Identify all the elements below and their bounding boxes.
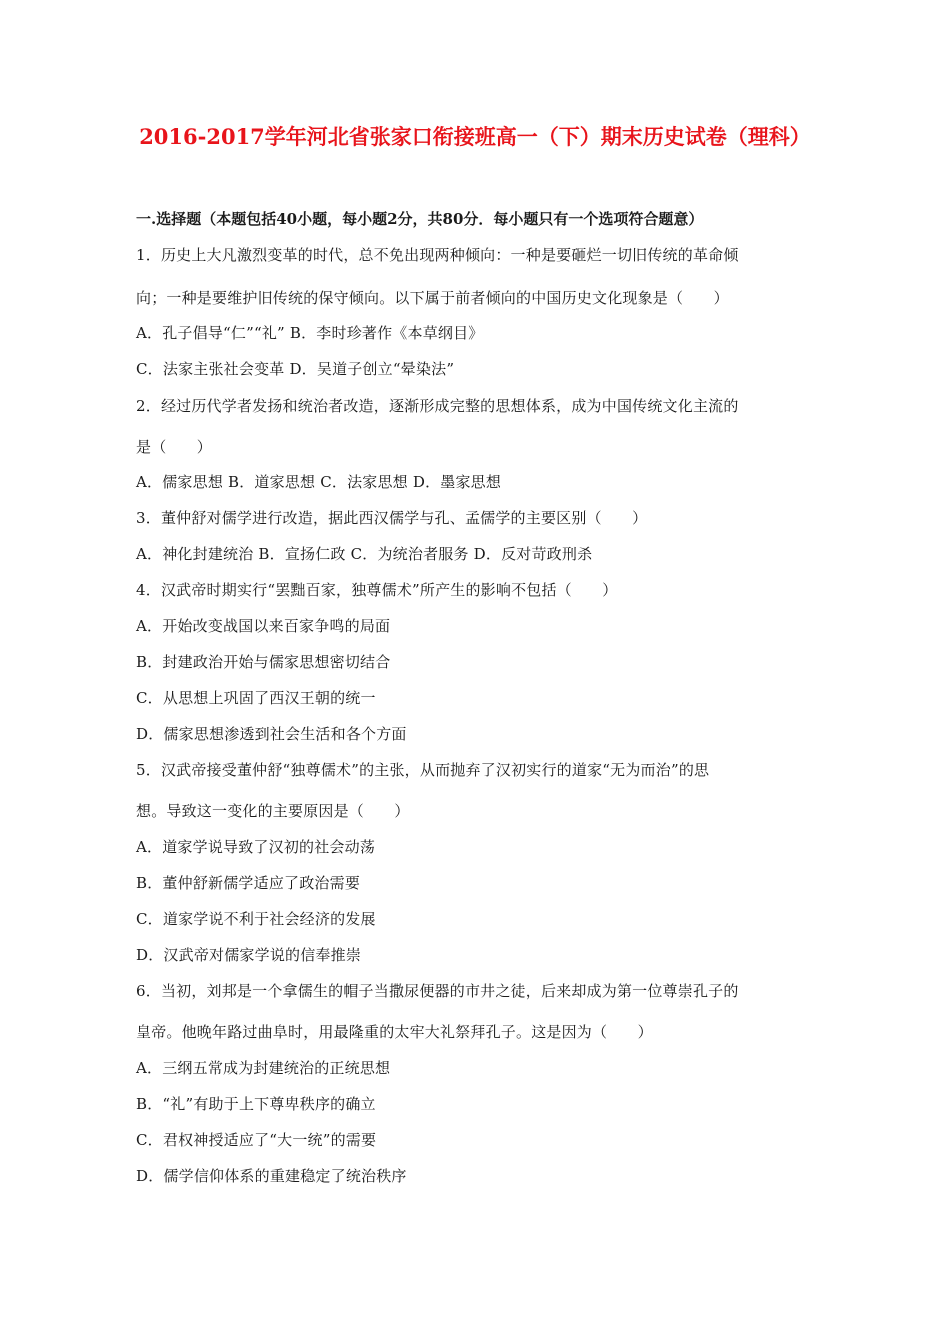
q6-option-a: A．三纲五常成为封建统治的正统思想 (136, 1059, 391, 1077)
q5-option-c: C．道家学说不利于社会经济的发展 (136, 910, 376, 928)
q2-options: A．儒家思想 B．道家思想 C．法家思想 D．墨家思想 (136, 473, 502, 491)
section-heading: 一.选择题（本题包括40小题，每小题2分，共80分．每小题只有一个选项符合题意） (136, 210, 704, 228)
q4-stem: 4．汉武帝时期实行“罢黜百家，独尊儒术”所产生的影响不包括（ ） (136, 581, 618, 599)
q4-option-c: C．从思想上巩固了西汉王朝的统一 (136, 689, 376, 707)
q1-options-ab: A．孔子倡导“仁”“礼” B．李时珍著作《本草纲目》 (136, 324, 484, 342)
q4-option-d: D．儒家思想渗透到社会生活和各个方面 (136, 725, 407, 743)
q5-option-b: B．董仲舒新儒学适应了政治需要 (136, 874, 361, 892)
q6-stem-line-2: 皇帝。他晚年路过曲阜时，用最隆重的太牢大礼祭拜孔子。这是因为（ ） (136, 1023, 653, 1041)
exam-title: 2016-2017学年河北省张家口衔接班高一（下）期末历史试卷（理科） (139, 124, 811, 149)
q3-options: A．神化封建统治 B．宣扬仁政 C．为统治者服务 D．反对苛政刑杀 (136, 545, 593, 563)
q1-stem-line-1: 1．历史上大凡激烈变革的时代，总不免出现两种倾向：一种是要砸烂一切旧传统的革命倾 (136, 246, 739, 264)
q1-options-cd: C．法家主张社会变革 D．吴道子创立“晕染法” (136, 360, 455, 378)
q2-stem-line-1: 2．经过历代学者发扬和统治者改造，逐渐形成完整的思想体系，成为中国传统文化主流的 (136, 397, 739, 415)
q5-option-a: A．道家学说导致了汉初的社会动荡 (136, 838, 376, 856)
q2-stem-line-2: 是（ ） (136, 438, 213, 456)
q6-option-d: D．儒学信仰体系的重建稳定了统治秩序 (136, 1167, 407, 1185)
q1-stem-line-2: 向；一种是要维护旧传统的保守倾向。以下属于前者倾向的中国历史文化现象是（ ） (136, 289, 729, 307)
q4-option-b: B．封建政治开始与儒家思想密切结合 (136, 653, 391, 671)
q5-stem-line-2: 想。导致这一变化的主要原因是（ ） (136, 802, 410, 820)
q4-option-a: A．开始改变战国以来百家争鸣的局面 (136, 617, 391, 635)
q3-stem: 3．董仲舒对儒学进行改造，据此西汉儒学与孔、孟儒学的主要区别（ ） (136, 509, 648, 527)
q6-option-c: C．君权神授适应了“大一统”的需要 (136, 1131, 377, 1149)
q5-stem-line-1: 5．汉武帝接受董仲舒“独尊儒术”的主张，从而抛弃了汉初实行的道家“无为而治”的思 (136, 761, 710, 779)
q6-stem-line-1: 6．当初，刘邦是一个拿儒生的帽子当撒尿便器的市井之徒，后来却成为第一位尊崇孔子的 (136, 982, 739, 1000)
q5-option-d: D．汉武帝对儒家学说的信奉推崇 (136, 946, 362, 964)
q6-option-b: B．“礼”有助于上下尊卑秩序的确立 (136, 1095, 376, 1113)
